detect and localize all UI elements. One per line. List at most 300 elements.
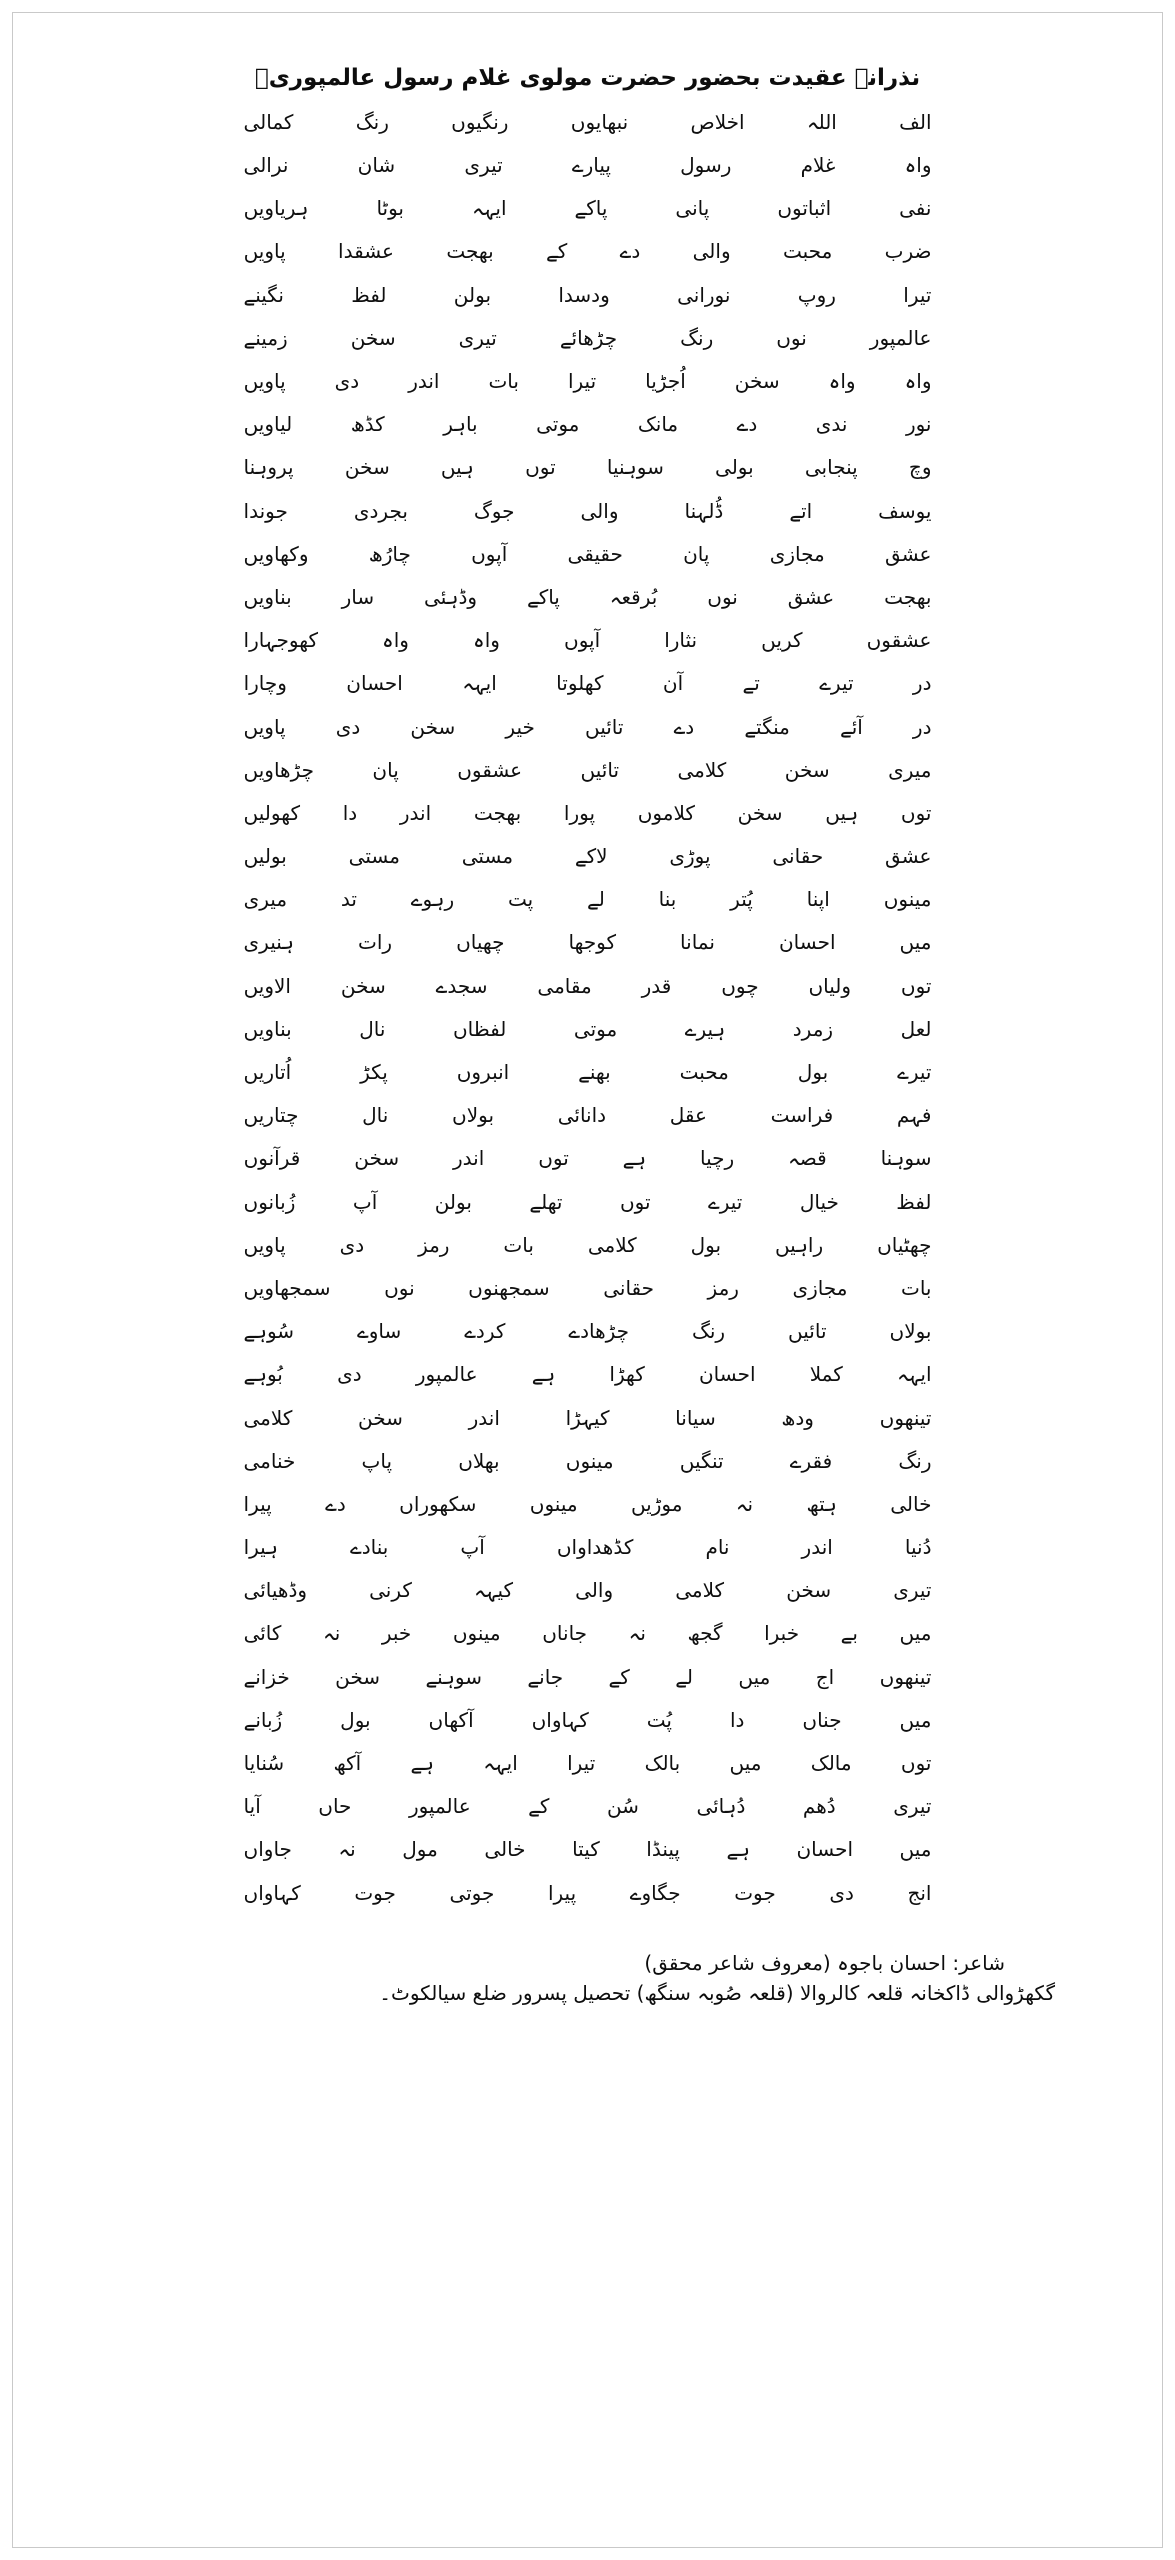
verse-word: تیرے (708, 1189, 743, 1214)
verse-line (243, 1491, 933, 1537)
verse-word: کے (546, 239, 568, 264)
verse-word: چڑھادے (568, 1319, 630, 1344)
verse-word: کملا (809, 1362, 843, 1387)
verse-line (243, 109, 933, 155)
verse-word: سیانا (675, 1405, 716, 1430)
verse-word: باہر (443, 412, 478, 437)
verse-word: آکھ (333, 1751, 362, 1776)
verse-line (243, 1321, 933, 1364)
verse-word: محبت (782, 239, 833, 264)
verse-word: وکھاویں (243, 541, 309, 566)
verse-word: بولن (453, 282, 492, 307)
verse-word: ولیاں (808, 973, 852, 998)
verse-word: تد (340, 887, 357, 912)
verse-word: محبت (679, 1060, 729, 1085)
verse-word: بھجت (884, 584, 932, 609)
verse-word: دُہائی (696, 1794, 746, 1819)
verse-word: لیاویں (243, 412, 293, 437)
poet-attribution: شاعر: احسان باجوہ (معروف شاعر محقق) (644, 1950, 1005, 1975)
verse-word: ہیرا (243, 1535, 278, 1560)
verse-word: مینوں (565, 1448, 614, 1473)
verse-word: پنجابی (804, 455, 858, 480)
verse-word: کھولیں (243, 800, 300, 825)
verse-word: دی (339, 1232, 365, 1257)
verse-word: نفی (899, 196, 932, 221)
verse-word: ہیرے (684, 1016, 726, 1041)
verse-word: میری (243, 887, 288, 912)
verse-word: ہتھ (806, 1491, 837, 1516)
verse-word: چھٹیاں (877, 1232, 932, 1257)
verse-line (243, 630, 933, 673)
verse-word: ضرب (884, 239, 932, 264)
verse-word: پان (683, 541, 710, 566)
poem-body (243, 109, 933, 1926)
verse-line (243, 1707, 933, 1753)
verse-word: آیا (243, 1794, 261, 1819)
verse-word: مجازی (769, 541, 825, 566)
verse-word: تیرا (567, 369, 597, 394)
verse-word: توں (619, 1189, 651, 1214)
verse-word: کردے (464, 1319, 506, 1344)
verse-word: اندر (408, 369, 440, 394)
verse-word: نہ (322, 1621, 341, 1646)
verse-word: ایہہ (896, 1362, 932, 1387)
verse-word: رہوے (410, 887, 455, 912)
verse-word: کے (608, 1664, 630, 1689)
verse-line (243, 584, 933, 630)
verse-word: دا (729, 1707, 745, 1732)
verse-word: سخن (350, 325, 396, 350)
verse-word: پروہنا (243, 455, 294, 480)
verse-word: الف (899, 109, 932, 134)
verse-word: میں (738, 1664, 771, 1689)
verse-word: خالی (890, 1491, 932, 1516)
verse-word: عشقوں (866, 628, 932, 653)
verse-word: کلاموں (637, 800, 695, 825)
verse-word: زُبانے (243, 1707, 283, 1732)
verse-word: والی (580, 498, 619, 523)
verse-line (243, 673, 933, 716)
verse-word: توں (900, 973, 932, 998)
verse-word: سوہنے (425, 1664, 483, 1689)
verse-word: اندر (468, 1405, 500, 1430)
verse-word: قرآنوں (243, 1146, 301, 1171)
verse-word: سمجھاویں (243, 1275, 331, 1300)
verse-word: آن (662, 671, 684, 696)
verse-line (243, 198, 933, 241)
verse-word: تے (742, 671, 760, 696)
verse-word: بولیں (243, 844, 287, 869)
verse-word: آپوں (564, 628, 601, 653)
verse-word: ہیں (440, 455, 474, 480)
verse-line (243, 714, 933, 760)
verse-word: بنا (658, 887, 677, 912)
verse-word: راہیں (774, 1232, 824, 1257)
verse-word: بُرقعہ (609, 584, 658, 609)
verse-word: کھلوتا (556, 671, 604, 696)
verse-word: کائی (243, 1621, 282, 1646)
verse-word: سوہنیا (606, 455, 664, 480)
verse-word: توں (900, 1751, 932, 1776)
verse-word: واہ (473, 628, 500, 653)
verse-line (243, 1364, 933, 1407)
verse-word: اُجڑیا (645, 369, 686, 394)
verse-word: سخن (784, 757, 830, 782)
verse-word: میں (899, 1837, 932, 1862)
verse-word: بات (503, 1232, 534, 1257)
verse-line (243, 1448, 933, 1494)
verse-line (243, 1880, 933, 1926)
verse-word: کلامی (675, 1578, 725, 1603)
verse-word: بھلاں (458, 1448, 500, 1473)
verse-word: بنادے (350, 1535, 389, 1560)
verse-word: تیرے (819, 671, 854, 696)
verse-word: بھجت (473, 800, 522, 825)
verse-word: کمالی (243, 109, 294, 134)
verse-word: نال (362, 1103, 389, 1128)
verse-word: اپنا (806, 887, 830, 912)
verse-word: ہے (531, 1362, 556, 1387)
verse-word: مینوں (883, 887, 932, 912)
verse-word: عقل (669, 1103, 707, 1128)
verse-word: بجردی (353, 498, 408, 523)
verse-word: دی (829, 1880, 854, 1905)
verse-word: خبر (381, 1621, 412, 1646)
verse-word: دے (736, 412, 758, 437)
verse-line (243, 1062, 933, 1105)
verse-word: تیرا (567, 1751, 596, 1776)
verse-line (243, 1016, 933, 1062)
verse-line (243, 1275, 933, 1321)
verse-word: تیرے (897, 1060, 932, 1085)
verse-line (243, 457, 933, 500)
verse-word: اثباتوں (777, 196, 832, 221)
verse-word: پاپ (361, 1448, 393, 1473)
verse-line (243, 800, 933, 846)
verse-word: رسول (680, 153, 732, 178)
verse-line (243, 846, 933, 889)
verse-word: خبرا (764, 1621, 800, 1646)
verse-word: ودسدا (558, 282, 610, 307)
verse-word: اندر (801, 1535, 833, 1560)
verse-line (243, 1753, 933, 1796)
verse-word: پینڈا (646, 1837, 680, 1862)
verse-word: اندر (453, 1146, 485, 1171)
verse-word: سخن (344, 455, 390, 480)
verse-word: ایہہ (471, 196, 507, 221)
verse-word: مانک (637, 412, 679, 437)
verse-word: رنگ (355, 109, 389, 134)
verse-word: کیہہ (474, 1578, 514, 1603)
verse-word: وڈھیائی (243, 1578, 308, 1603)
verse-line (243, 932, 933, 975)
verse-word: تیری (464, 153, 503, 178)
verse-word: آئے (839, 714, 863, 739)
verse-line (243, 414, 933, 457)
verse-word: پیرا (547, 1880, 577, 1905)
verse-word: مالک (810, 1751, 852, 1776)
verse-word: پاویں (243, 239, 286, 264)
verse-line (243, 1664, 933, 1710)
verse-word: رات (358, 930, 393, 955)
verse-word: لفظ (896, 1189, 932, 1214)
verse-word: تیرا (903, 282, 932, 307)
verse-word: رنگیوں (451, 109, 509, 134)
verse-line (243, 1405, 933, 1451)
verse-word: نبھایوں (570, 109, 629, 134)
verse-word: جوتی (449, 1880, 495, 1905)
verse-word: دا (342, 800, 358, 825)
verse-word: میں (899, 930, 932, 955)
verse-word: پوڑی (669, 844, 711, 869)
verse-word: خالی (484, 1837, 526, 1862)
verse-word: جاناں (542, 1621, 588, 1646)
verse-word: قدر (641, 973, 672, 998)
verse-word: روپ (797, 282, 836, 307)
verse-word: میری (888, 757, 932, 782)
verse-word: بول (690, 1232, 722, 1257)
verse-line (243, 1232, 933, 1278)
verse-word: لعل (900, 1016, 932, 1041)
verse-word: بولن (434, 1189, 472, 1214)
verse-word: کریں (761, 628, 803, 653)
verse-word: کڈھداواں (556, 1535, 634, 1560)
verse-word: نہ (628, 1621, 646, 1646)
verse-word: آپ (352, 1189, 378, 1214)
verse-line (243, 282, 933, 328)
verse-word: نہ (735, 1491, 754, 1516)
verse-line (243, 541, 933, 587)
verse-word: لے (587, 887, 605, 912)
verse-word: دے (619, 239, 641, 264)
verse-word: عشقدا (338, 239, 394, 264)
verse-word: سخن (737, 800, 783, 825)
verse-word: حقانی (772, 844, 824, 869)
verse-word: دے (325, 1491, 346, 1516)
verse-word: احسان (698, 1362, 756, 1387)
verse-word: میں (899, 1707, 932, 1732)
verse-word: احسان (346, 671, 403, 696)
verse-word: بول (797, 1060, 829, 1085)
verse-word: چڑھاویں (243, 757, 314, 782)
verse-word: ہے (622, 1146, 647, 1171)
verse-word: توں (538, 1146, 569, 1171)
verse-word: رنگ (691, 1319, 726, 1344)
verse-word: جاواں (243, 1837, 292, 1862)
verse-word: توں (525, 455, 556, 480)
verse-line (243, 1148, 933, 1191)
verse-word: زمینے (243, 325, 288, 350)
verse-word: جوگ (473, 498, 515, 523)
verse-word: اللہ (806, 109, 837, 134)
verse-word: چڑھائے (559, 325, 618, 350)
verse-word: بناویں (243, 1016, 292, 1041)
verse-word: نور (905, 412, 932, 437)
verse-word: تیری (893, 1578, 932, 1603)
verse-word: سار (341, 584, 375, 609)
document-footer (0, 1948, 1175, 2008)
verse-word: لاکے (574, 844, 608, 869)
verse-word: شان (357, 153, 396, 178)
verse-word: بھجت (446, 239, 494, 264)
verse-word: سُنایا (243, 1751, 285, 1776)
verse-word: عالمپور (408, 1794, 471, 1819)
verse-word: تینھوں (879, 1664, 932, 1689)
verse-word: الاویں (243, 973, 291, 998)
verse-word: نورانی (677, 282, 731, 307)
verse-word: دُھم (802, 1794, 836, 1819)
verse-word: پاکے (526, 584, 560, 609)
verse-word: در (912, 671, 932, 696)
verse-word: پت (507, 887, 534, 912)
verse-word: فراست (770, 1103, 834, 1128)
verse-word: جوت (354, 1880, 396, 1905)
verse-word: سُوہے (243, 1319, 295, 1344)
verse-word: زُبانوں (243, 1189, 296, 1214)
verse-word: مقامی (537, 973, 592, 998)
verse-word: سخن (786, 1578, 832, 1603)
verse-word: کلامی (587, 1232, 637, 1257)
verse-word: عشق (787, 584, 835, 609)
verse-line (243, 1839, 933, 1882)
verse-word: ہنیری (243, 930, 294, 955)
verse-word: پاویں (243, 1232, 286, 1257)
verse-word: بول (340, 1707, 371, 1732)
verse-word: آپ (460, 1535, 485, 1560)
verse-word: وچارا (243, 671, 287, 696)
verse-word: احسان (796, 1837, 853, 1862)
verse-line (243, 973, 933, 1019)
verse-word: آپوں (471, 541, 508, 566)
verse-word: سکھوراں (399, 1491, 477, 1516)
verse-word: پیرا (243, 1491, 272, 1516)
verse-word: واہ (382, 628, 409, 653)
verse-word: سمجھنوں (468, 1275, 550, 1300)
verse-word: دانائی (557, 1103, 607, 1128)
verse-word: جوت (734, 1880, 776, 1905)
verse-word: جناں (802, 1707, 842, 1732)
verse-word: کے (528, 1794, 550, 1819)
verse-line (243, 498, 933, 544)
verse-word: نرالی (243, 153, 289, 178)
verse-word: ڈُلہنا (684, 498, 724, 523)
verse-word: انج (907, 1880, 932, 1905)
verse-word: عالمپور (415, 1362, 478, 1387)
page-title: نذرانہ عقیدت بحضور حضرت مولوی غلام رسول عالمپوریؒ (254, 65, 921, 91)
verse-word: قصہ (788, 1146, 827, 1171)
verse-word: چارُھ (368, 541, 411, 566)
verse-word: تائیں (584, 714, 624, 739)
verse-word: نہ (338, 1837, 356, 1862)
verse-word: بات (901, 1275, 932, 1300)
verse-word: خیر (505, 714, 535, 739)
verse-word: تینھوں (879, 1405, 932, 1430)
verse-word: والی (575, 1578, 614, 1603)
verse-word: لفظاں (452, 1016, 507, 1041)
verse-word: بولی (715, 455, 754, 480)
verse-word: پیارے (571, 153, 611, 178)
verse-word: انبروں (456, 1060, 510, 1085)
verse-word: واہ (828, 369, 856, 394)
verse-word: سخن (734, 369, 780, 394)
verse-word: دی (337, 1362, 362, 1387)
verse-word: ساوے (357, 1319, 402, 1344)
verse-word: کھڑا (609, 1362, 645, 1387)
verse-word: در (912, 714, 932, 739)
verse-word: رچیا (700, 1146, 735, 1171)
verse-word: کیتا (572, 1837, 600, 1862)
verse-word: مستی (348, 844, 400, 869)
verse-word: کہاواں (531, 1707, 589, 1732)
verse-word: سُن (606, 1794, 639, 1819)
verse-word: اندر (399, 800, 432, 825)
verse-word: بوٹا (376, 196, 404, 221)
verse-word: خنامی (243, 1448, 296, 1473)
verse-word: ایہہ (462, 671, 497, 696)
verse-word: اخلاص (690, 109, 745, 134)
verse-word: تنگیں (679, 1448, 724, 1473)
verse-word: حقیقی (567, 541, 623, 566)
verse-word: جگاوے (629, 1880, 681, 1905)
verse-word: خیال (799, 1189, 839, 1214)
verse-word: مستی (461, 844, 514, 869)
verse-word: بے (840, 1621, 858, 1646)
verse-word: تیری (458, 325, 497, 350)
verse-line (243, 1580, 933, 1623)
verse-word: فہم (896, 1103, 932, 1128)
verse-word: پاویں (243, 714, 286, 739)
verse-word: کلامی (677, 757, 727, 782)
verse-line (243, 325, 933, 371)
verse-word: غلام (800, 153, 836, 178)
verse-word: بولاں (889, 1319, 932, 1344)
verse-word: چتاریں (243, 1103, 299, 1128)
verse-word: نوں (384, 1275, 415, 1300)
verse-word: عشق (885, 541, 932, 566)
verse-word: رمز (707, 1275, 739, 1300)
verse-word: پاویں (243, 369, 286, 394)
verse-word: آکھاں (428, 1707, 474, 1732)
verse-word: وڈہئی (424, 584, 478, 609)
verse-word: موتی (573, 1016, 618, 1041)
verse-word: پورا (563, 800, 596, 825)
verse-word: رنگ (898, 1448, 932, 1473)
verse-word: ندی (815, 412, 848, 437)
verse-word: ایہہ (483, 1751, 518, 1776)
verse-word: بالک (644, 1751, 681, 1776)
verse-word: حقانی (603, 1275, 655, 1300)
verse-word: وچ (908, 455, 932, 480)
verse-word: فقرے (789, 1448, 833, 1473)
verse-word: پُتر (730, 887, 753, 912)
verse-word: مینوں (452, 1621, 501, 1646)
verse-word: میں (729, 1751, 762, 1776)
verse-word: توں (900, 800, 932, 825)
verse-word: سخن (340, 973, 386, 998)
verse-word: تائیں (788, 1319, 827, 1344)
verse-word: عشق (885, 844, 932, 869)
verse-word: عشقوں (457, 757, 523, 782)
verse-word: چوں (721, 973, 759, 998)
verse-word: تھلے (529, 1189, 563, 1214)
verse-word: خزانے (243, 1664, 290, 1689)
verse-word: حاں (318, 1794, 352, 1819)
verse-word: کرنی (369, 1578, 412, 1603)
poet-address: گکھڑوالی ڈاکخانہ قلعہ کالروالا (قلعہ صُوبہ سنگھ) تحصیل پسرور ضلع سیالکوٹ۔ (379, 1980, 1055, 2005)
verse-word: بُوہے (243, 1362, 283, 1387)
verse-word: عالمپور (869, 325, 932, 350)
verse-line (243, 1105, 933, 1148)
